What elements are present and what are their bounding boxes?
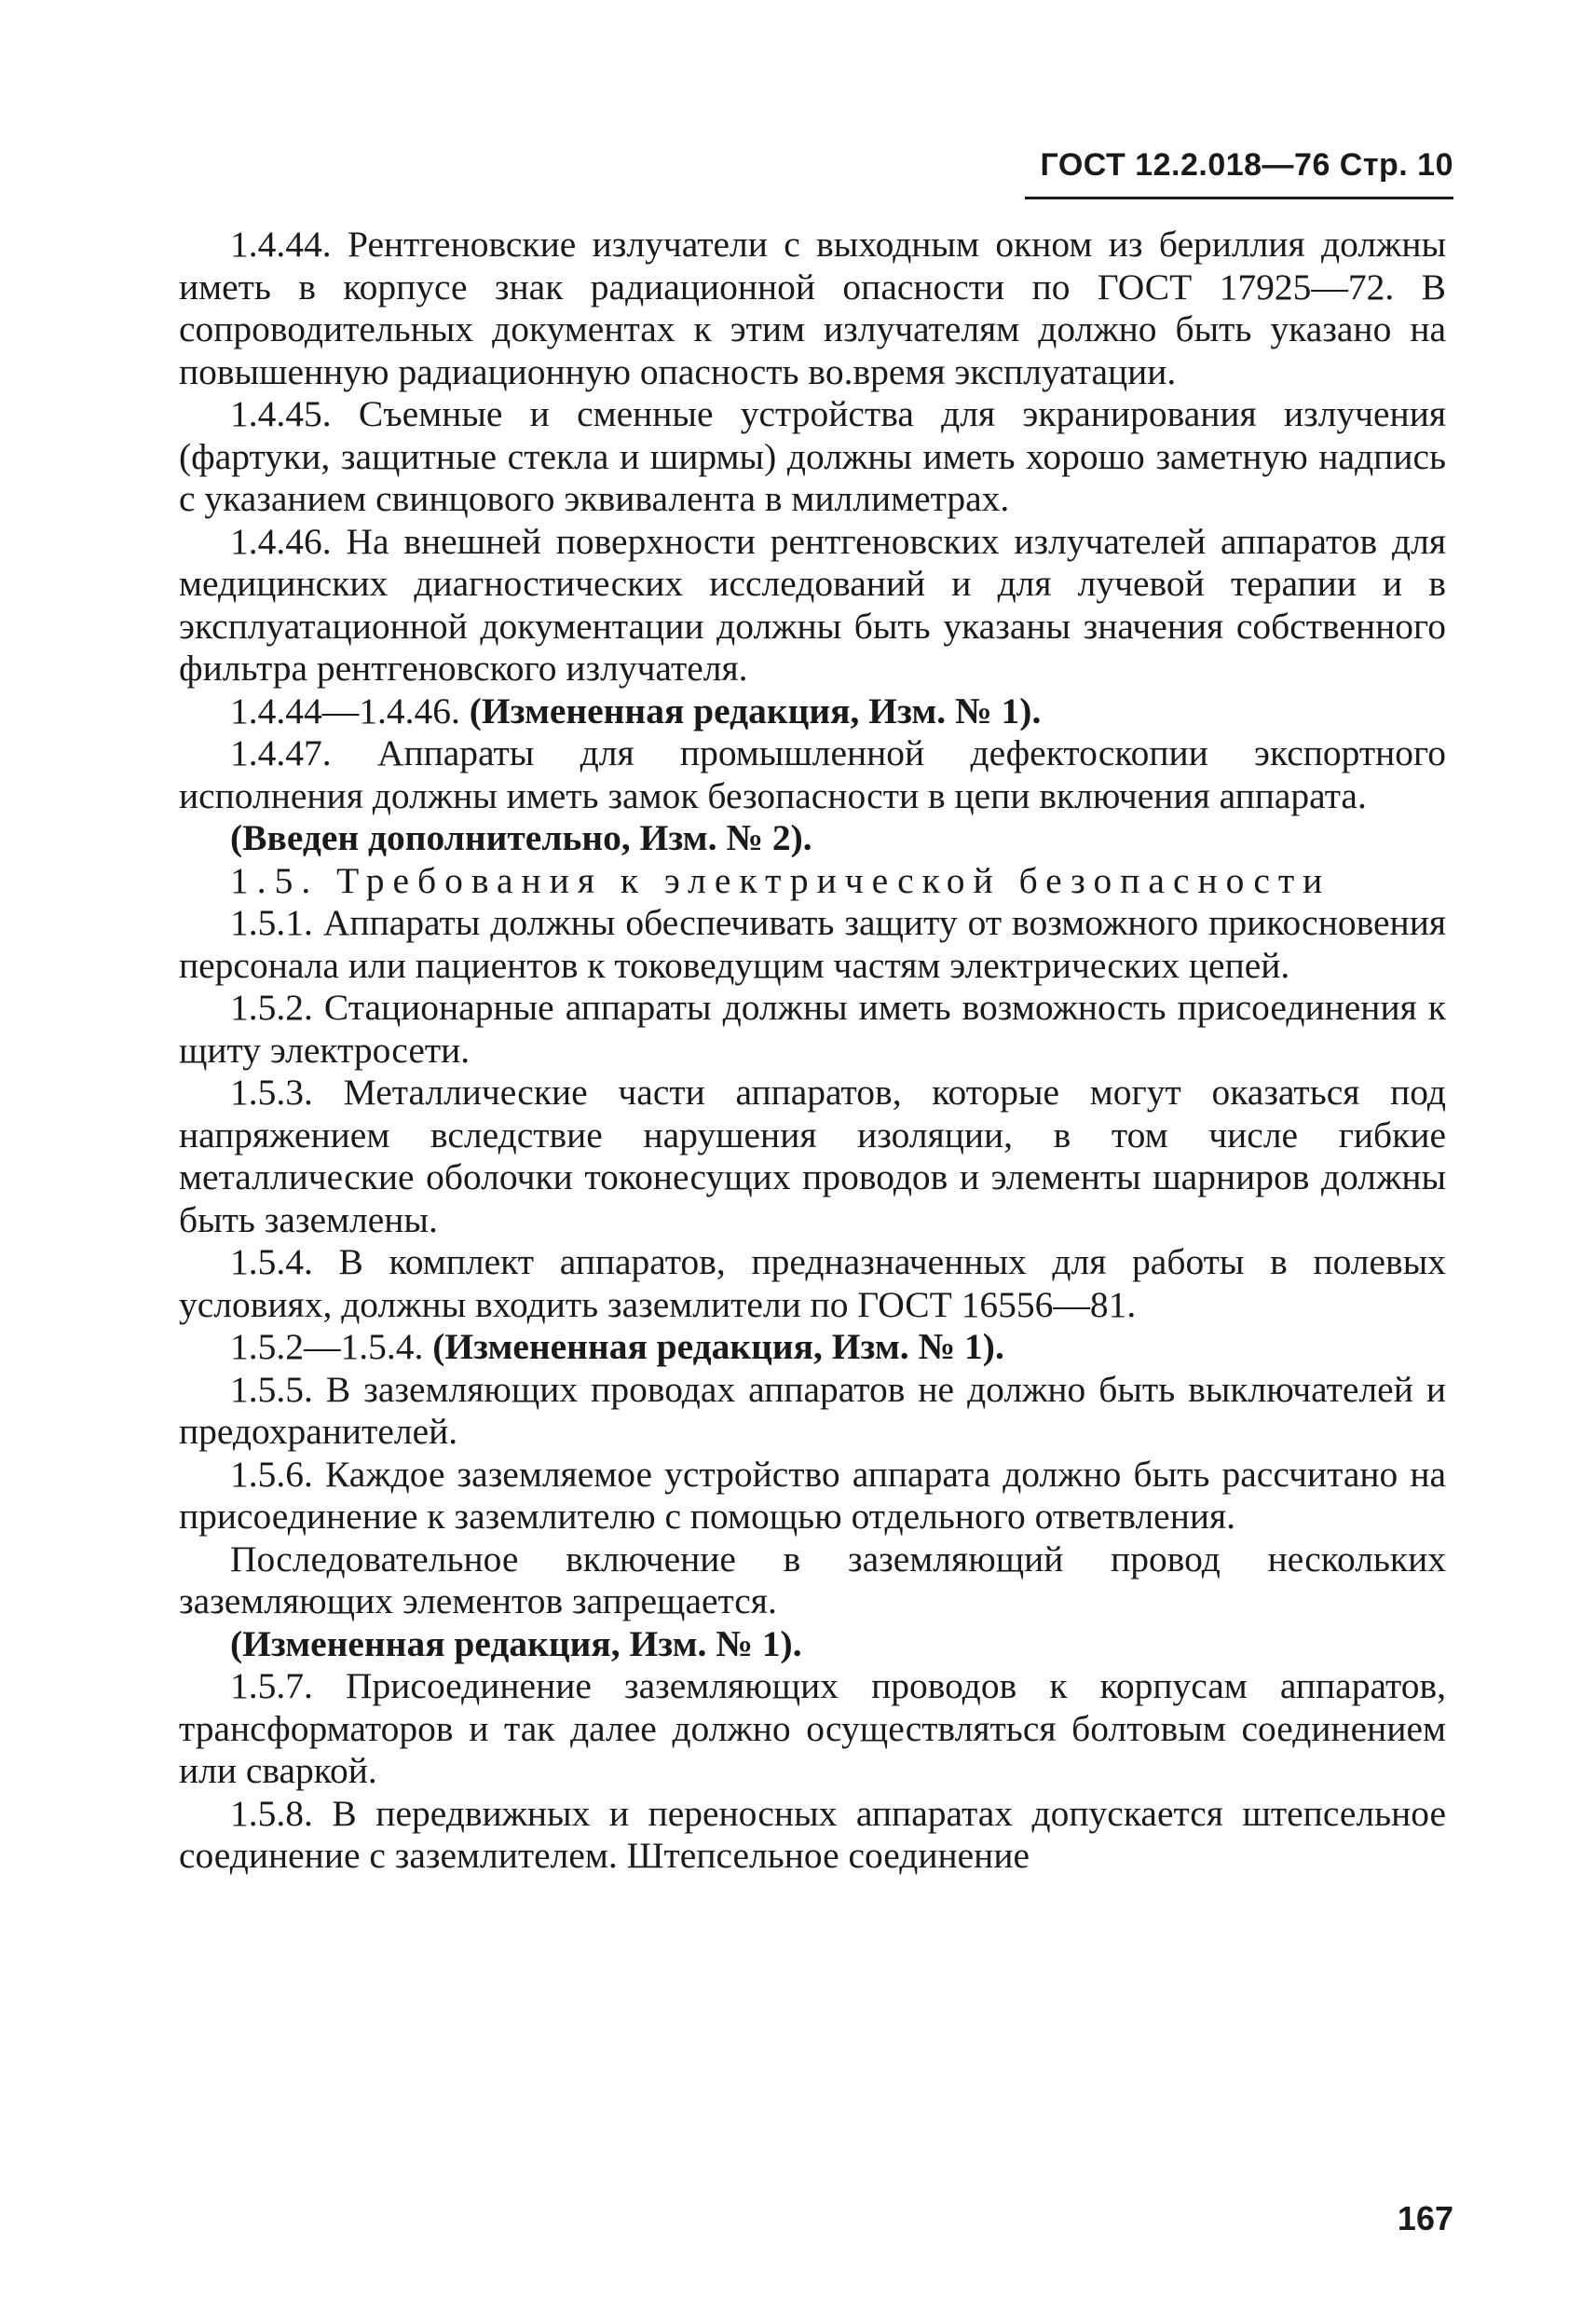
paragraph-1-5-3: 1.5.3. Металлические части аппаратов, которые могут оказаться под напряжением вследствие нарушения изоляции, в том числе гибкие металлические оболочки токонесущих проводов и элементы шарниров должны быть заземлены. bbox=[179, 1072, 1446, 1240]
paragraph-1-4-46: 1.4.46. На внешней поверхности рентгеновских излучателей аппаратов для медицинских диагностических исследований и для лучевой терапии и в эксплуатационной документации должны быть указаны значения собственного фильтра рентгеновского излучателя. bbox=[179, 520, 1446, 689]
paragraph-1-5-2: 1.5.2. Стационарные аппараты должны иметь возможность присоединения к щиту электросети. bbox=[179, 987, 1446, 1071]
amendment-note: 1.5.2—1.5.4. (Измененная редакция, Изм. № 1). bbox=[230, 1326, 1004, 1367]
paragraph-1-4-47: 1.4.47. Аппараты для промышленной дефектоскопии экспортного исполнения должны иметь замок безопасности в цепи включения аппарата. bbox=[179, 732, 1446, 816]
section-heading-1-5: 1.5. Требования к электрической безопасности bbox=[230, 859, 1331, 901]
document-header: ГОСТ 12.2.018—76 Стр. 10 bbox=[1025, 147, 1453, 199]
paragraph-continuation: Последовательное включение в заземляющий провод нескольких заземляющих элементов запрещается. bbox=[179, 1538, 1446, 1621]
paragraph-1-5-1: 1.5.1. Аппараты должны обеспечивать защиту от возможного прикосновения персонала или пациентов к токоведущим частям электрических цепей. bbox=[179, 902, 1446, 986]
amendment-note: (Введен дополнительно, Изм. № 2). bbox=[230, 817, 812, 858]
paragraph-1-5-4: 1.5.4. В комплект аппаратов, предназначенных для работы в полевых условиях, должны входить заземлители по ГОСТ 16556—81. bbox=[179, 1241, 1446, 1325]
amendment-note: (Измененная редакция, Изм. № 1). bbox=[230, 1622, 802, 1664]
paragraph-1-5-8: 1.5.8. В передвижных и переносных аппаратах допускается штепсельное соединение с заземлителем. Штепсельное соединение bbox=[179, 1792, 1446, 1876]
paragraph-1-4-44: 1.4.44. Рентгеновские излучатели с выходным окном из бериллия должны иметь в корпусе знак радиационной опасности по ГОСТ 17925—72. В сопроводительных документах к этим излучателям должно быть указано на повышенную радиационную опасность во.время эксплуатации. bbox=[179, 224, 1446, 392]
paragraph-1-5-7: 1.5.7. Присоединение заземляющих проводов к корпусам аппаратов, трансформаторов и так далее должно осуществляться болтовым соединением или сваркой. bbox=[179, 1665, 1446, 1791]
paragraph-1-5-5: 1.5.5. В заземляющих проводах аппаратов не должно быть выключателей и предохранителей. bbox=[179, 1368, 1446, 1452]
paragraph-1-4-45: 1.4.45. Съемные и сменные устройства для экранирования излучения (фартуки, защитные стекла и ширмы) должны иметь хорошо заметную надпись с указанием свинцового эквивалента в миллиметрах. bbox=[179, 393, 1446, 519]
document-body bbox=[179, 224, 1446, 1878]
amendment-note: 1.4.44—1.4.46. (Измененная редакция, Изм. № 1). bbox=[230, 690, 1042, 732]
page-number: 167 bbox=[1397, 2199, 1453, 2237]
paragraph-1-5-6: 1.5.6. Каждое заземляемое устройство аппарата должно быть рассчитано на присоединение к заземлителю с помощью отдельного ответвления. bbox=[179, 1453, 1446, 1537]
